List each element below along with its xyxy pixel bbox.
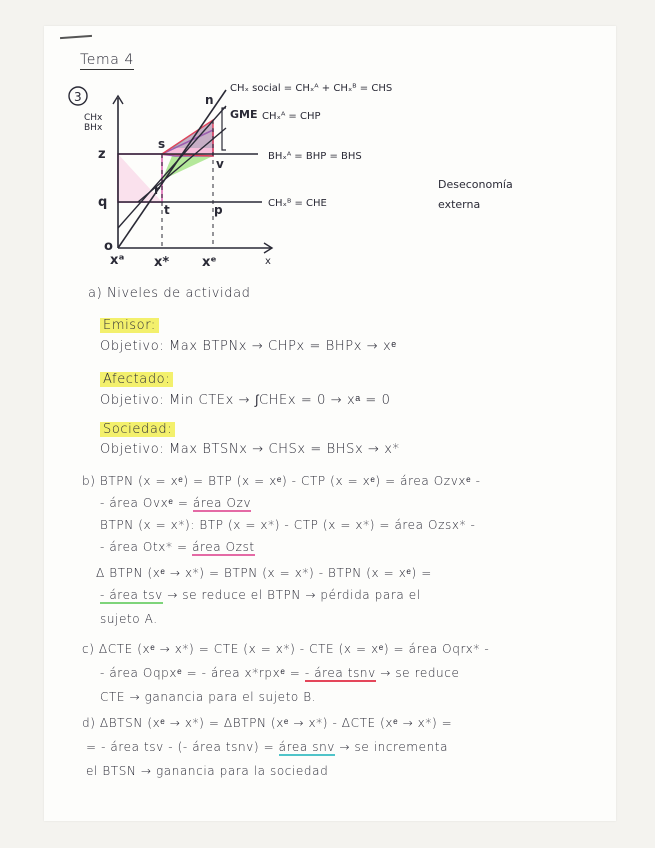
label-q: q: [98, 195, 108, 210]
part-b-line-4-pre: - área Otx* =: [100, 540, 193, 554]
part-b-line-6-post: → se reduce el BTPN → pérdida para el: [162, 588, 421, 602]
gme-label: GME: [230, 108, 258, 121]
area-snv-highlight: área snv: [278, 740, 335, 754]
sociedad-highlight: Sociedad:: [100, 422, 175, 437]
label-v: v: [216, 157, 224, 171]
label-o: o: [104, 239, 113, 254]
part-b-line-6: [100, 588, 421, 602]
part-c-line-2-pre: - área Oqpxᵉ = - área x*rpxᵉ =: [100, 666, 305, 680]
problem-number: 3: [74, 90, 82, 104]
part-c-line-1: c) ΔCTE (xᵉ → x*) = CTE (x = x*) - CTE (x = xᵉ) = área Oqrx* -: [82, 642, 490, 656]
afectado-highlight: Afectado:: [100, 372, 173, 387]
afectado-label: [100, 372, 173, 387]
area-ozst-highlight: área Ozst: [192, 540, 255, 554]
part-c-line-2: [100, 666, 459, 680]
part-b-line-2: [100, 496, 251, 510]
y-label-2: BHx: [84, 123, 103, 133]
label-p: p: [214, 203, 223, 217]
label-t: t: [164, 203, 170, 217]
part-c-line-2-post: → se reduce: [375, 666, 460, 680]
line-chp: [118, 106, 226, 228]
line-chs: [118, 90, 226, 248]
sociedad-objective: Objetivo: Max BTSNx → CHSx = BHSx → x*: [100, 442, 400, 457]
label-r: r: [154, 183, 160, 197]
part-b-line-3: BTPN (x = x*): BTP (x = x*) - CTP (x = x*) = área Ozsx* -: [100, 518, 476, 532]
emisor-label: [100, 318, 159, 333]
area-tsnv-highlight: - área tsnv: [304, 666, 376, 680]
note-externa: externa: [438, 198, 481, 211]
note-deseconomia: Deseconomía: [438, 178, 513, 191]
line-label-bh: BHₓᴬ = BHP = BHS: [268, 151, 362, 162]
part-a-heading: a) Niveles de actividad: [88, 286, 251, 301]
line-label-che: CHₓᴮ = CHE: [268, 198, 327, 209]
part-b-line-1: b) BTPN (x = xᵉ) = BTP (x = xᵉ) - CTP (x = xᵉ) = área Ozvxᵉ -: [82, 474, 481, 488]
x-tick-star: x*: [154, 255, 170, 270]
area-ozv-highlight: área Ozv: [192, 496, 252, 510]
part-d-line-3: el BTSN → ganancia para la sociedad: [86, 764, 329, 778]
part-d-line-1: d) ΔBTSN (xᵉ → x*) = ΔBTPN (xᵉ → x*) - ΔCTE (xᵉ → x*) =: [82, 716, 453, 730]
label-s: s: [158, 137, 166, 151]
part-d-line-2-post: → se incrementa: [334, 740, 449, 754]
part-b-line-7: sujeto A.: [100, 612, 158, 626]
sociedad-label: [100, 422, 175, 437]
x-tick-e: xᵉ: [202, 255, 217, 270]
y-label-1: CHx: [84, 113, 103, 123]
line-label-chp: CHₓᴬ = CHP: [262, 111, 321, 122]
part-b-line-4: [100, 540, 255, 554]
x-axis-label: x: [265, 256, 271, 267]
part-c-line-3: CTE → ganancia para el sujeto B.: [100, 690, 317, 704]
area-tsv-highlight: - área tsv: [100, 588, 163, 602]
part-b-line-2-pre: - área Ovxᵉ =: [100, 496, 193, 510]
line-label-social: CHₓ social = CHₓᴬ + CHₓᴮ = CHS: [230, 83, 393, 94]
x-tick-a: xᵃ: [110, 253, 125, 268]
part-b-line-5: Δ BTPN (xᵉ → x*) = BTPN (x = x*) - BTPN (x = xᵉ) =: [96, 566, 432, 580]
page-title: Tema 4: [80, 52, 134, 68]
label-z: z: [98, 147, 106, 162]
afectado-objective: Objetivo: Min CTEx → ∫CHEx = 0 → xᵃ = 0: [100, 393, 391, 408]
part-d-line-2: [86, 740, 448, 754]
part-d-line-2-pre: = - área tsv - (- área tsnv) =: [86, 740, 279, 754]
externality-graph: [0, 70, 655, 370]
emisor-objective: Objetivo: Max BTPNx → CHPx = BHPx → xᵉ: [100, 339, 397, 354]
label-n: n: [205, 93, 214, 107]
emisor-highlight: Emisor:: [100, 318, 159, 333]
